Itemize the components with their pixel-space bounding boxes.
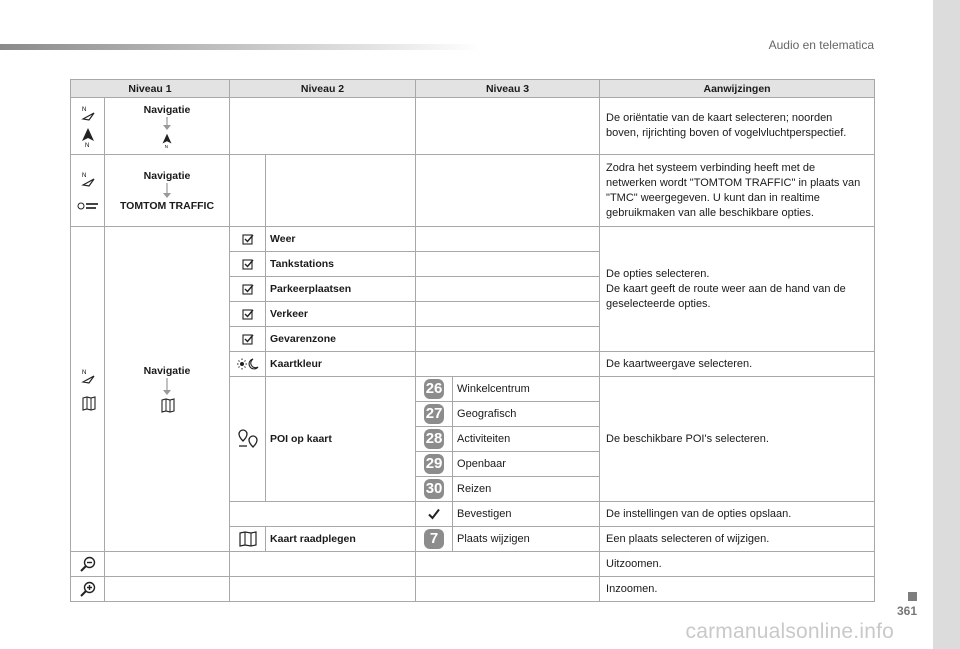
option-gevarenzone[interactable]: Gevarenzone: [266, 327, 416, 352]
poi-openbaar[interactable]: Openbaar: [453, 452, 600, 477]
table-row: [71, 552, 875, 577]
checkmark-icon[interactable]: [428, 508, 440, 520]
navigatie-label: Navigatie: [143, 365, 191, 377]
checkmark-icon-cell[interactable]: [416, 502, 453, 527]
north-compass-icon: [80, 104, 96, 122]
level1-label-cell: [105, 155, 230, 227]
option-weer[interactable]: Weer: [266, 227, 416, 252]
note-plaats: Een plaats selecteren of wijzigen.: [600, 527, 875, 552]
table-row: [71, 98, 875, 155]
note-options-line1: De opties selecteren.: [606, 267, 710, 280]
poi-badge-cell: [416, 402, 453, 427]
table-row: [71, 227, 875, 252]
navigation-options-table: [70, 79, 875, 602]
note-orientation: De oriëntatie van de kaart selecteren; noorden boven, rijrichting boven of vogelvluchtperspectief.: [600, 98, 875, 155]
poi-badge: 27: [425, 405, 443, 422]
option-parkeerplaatsen[interactable]: Parkeerplaatsen: [266, 277, 416, 302]
kaart-raadplegen-label[interactable]: Kaart raadplegen: [266, 527, 416, 552]
empty-cell: [416, 577, 600, 602]
empty-cell: [416, 552, 600, 577]
day-night-icon-cell[interactable]: [230, 352, 266, 377]
day-night-icon[interactable]: [237, 358, 259, 370]
empty-cell: [416, 352, 600, 377]
poi-icon-cell[interactable]: [230, 377, 266, 502]
poi-label[interactable]: POI op kaart: [266, 377, 416, 502]
header-niveau-3: Niveau 3: [416, 80, 600, 98]
zoom-in-icon[interactable]: [80, 581, 96, 597]
empty-cell: [230, 577, 416, 602]
poi-reizen[interactable]: Reizen: [453, 477, 600, 502]
level1-label-cell: [105, 227, 230, 552]
svg-text:N: N: [164, 143, 168, 149]
checkbox-icon-cell[interactable]: [230, 327, 266, 352]
poi-activiteiten[interactable]: Activiteiten: [453, 427, 600, 452]
option-tankstations[interactable]: Tankstations: [266, 252, 416, 277]
level1-icon-cell: [71, 155, 105, 227]
header-niveau-2: Niveau 2: [230, 80, 416, 98]
checkbox-icon[interactable]: [242, 308, 254, 320]
empty-cell: [230, 155, 266, 227]
note-options-line2: De kaart geeft de route weer aan de hand van de geselecteerde opties.: [606, 282, 846, 310]
empty-cell: [416, 252, 600, 277]
level1-label-cell: [105, 98, 230, 155]
note-tomtom: Zodra het systeem verbinding heeft met de netwerken wordt "TOMTOM TRAFFIC" in plaats van "TMC" weergegeven. U kunt dan in realtime gebruikmaken van alle beschikbare opties.: [600, 155, 875, 227]
note-options: [600, 227, 875, 352]
arrow-down-icon: [163, 183, 171, 199]
bevestigen-label[interactable]: Bevestigen: [453, 502, 600, 527]
poi-badge-cell: [416, 377, 453, 402]
checkbox-icon-cell[interactable]: [230, 252, 266, 277]
poi-badge-cell: [416, 477, 453, 502]
empty-cell: [416, 302, 600, 327]
checkbox-icon-cell[interactable]: [230, 227, 266, 252]
plaats-wijzigen-label[interactable]: Plaats wijzigen: [453, 527, 600, 552]
checkbox-icon[interactable]: [242, 283, 254, 295]
empty-cell: [230, 502, 416, 527]
watermark: carmanualsonline.info: [685, 620, 894, 643]
map-settings-icon: [159, 397, 175, 413]
checkbox-icon-cell[interactable]: [230, 302, 266, 327]
empty-cell: [105, 577, 230, 602]
page-number: 361: [896, 604, 917, 618]
plaats-badge-cell: [416, 527, 453, 552]
poi-badge-cell: [416, 427, 453, 452]
note-bevestigen: De instellingen van de opties opslaan.: [600, 502, 875, 527]
zoom-out-icon-cell[interactable]: [71, 552, 105, 577]
poi-icon[interactable]: [237, 429, 259, 449]
poi-badge-cell: [416, 452, 453, 477]
table-row: [71, 577, 875, 602]
empty-cell: [230, 552, 416, 577]
navigatie-label: Navigatie: [143, 103, 191, 116]
level1-icon-cell: [71, 98, 105, 155]
checkbox-icon[interactable]: [242, 233, 254, 245]
note-kaartkleur: De kaartweergave selecteren.: [600, 352, 875, 377]
empty-cell: [416, 277, 600, 302]
empty-cell: [416, 327, 600, 352]
header-aanwijzingen: Aanwijzingen: [600, 80, 875, 98]
note-poi: De beschikbare POI's selecteren.: [600, 377, 875, 502]
header-niveau-1: Niveau 1: [71, 80, 230, 98]
svg-text:N: N: [81, 172, 86, 179]
empty-cell: [105, 552, 230, 577]
poi-badge: 29: [425, 455, 443, 472]
checkbox-icon[interactable]: [242, 258, 254, 270]
table-header-row: [71, 80, 875, 98]
svg-text:N: N: [81, 370, 86, 376]
section-title: Audio en telematica: [768, 38, 874, 52]
tomtom-traffic-icon: [77, 200, 99, 212]
map-settings-icon: [80, 395, 96, 411]
level1-icon-cell: [71, 227, 105, 552]
option-verkeer[interactable]: Verkeer: [266, 302, 416, 327]
poi-winkelcentrum[interactable]: Winkelcentrum: [453, 377, 600, 402]
north-up-icon: [80, 126, 96, 148]
zoom-out-icon[interactable]: [80, 556, 96, 572]
poi-badge: 30: [425, 480, 443, 497]
map-icon[interactable]: [239, 531, 257, 547]
header-gradient-bar: [0, 44, 480, 50]
table-row: [71, 155, 875, 227]
checkbox-icon-cell[interactable]: [230, 277, 266, 302]
empty-cell: [266, 155, 416, 227]
plaats-badge: 7: [424, 529, 444, 549]
arrow-down-icon: [163, 117, 171, 131]
svg-text:N: N: [81, 107, 86, 113]
side-strip: [933, 0, 960, 649]
map-icon-cell[interactable]: [230, 527, 266, 552]
page-marker: [908, 592, 917, 601]
north-up-icon: [161, 132, 173, 149]
checkbox-icon[interactable]: [242, 333, 254, 345]
north-compass-icon: [80, 170, 96, 188]
svg-text:N: N: [84, 143, 89, 148]
empty-cell: [416, 227, 600, 252]
empty-cell: [416, 98, 600, 155]
arrow-down-icon: [163, 378, 171, 396]
option-kaartkleur[interactable]: Kaartkleur: [266, 352, 416, 377]
poi-geografisch[interactable]: Geografisch: [453, 402, 600, 427]
note-inzoomen: Inzoomen.: [600, 577, 875, 602]
tomtom-traffic-label: TOMTOM TRAFFIC: [119, 199, 215, 212]
poi-badge: 28: [425, 430, 443, 447]
poi-badge: 26: [425, 380, 443, 397]
navigatie-label: Navigatie: [143, 169, 191, 182]
north-compass-icon: [80, 367, 96, 385]
empty-cell: [416, 155, 600, 227]
note-uitzoomen: Uitzoomen.: [600, 552, 875, 577]
empty-cell: [230, 98, 416, 155]
zoom-in-icon-cell[interactable]: [71, 577, 105, 602]
